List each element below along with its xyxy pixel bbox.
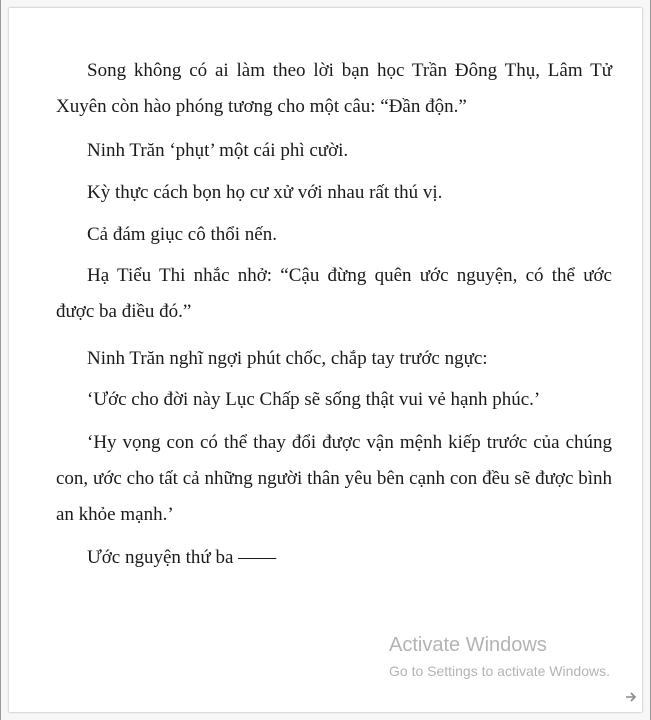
paragraph-3: Kỳ thực cách bọn họ cư xử với nhau rất thú vị.	[87, 182, 443, 203]
paragraph-7: ‘Ước cho đời này Lục Chấp sẽ sống thật vui vẻ hạnh phúc.’	[87, 389, 541, 410]
activate-windows-watermark	[389, 632, 610, 680]
paragraph-8: ‘Hy vọng con có thể thay đổi được vận mệnh kiếp trước của chúng con, ước cho tất cả những người thân yêu bên cạnh con đều sẽ được bình an khỏe mạnh.’	[56, 432, 612, 525]
paragraph-4: Cả đám giục cô thổi nến.	[87, 224, 277, 245]
watermark-title: Activate Windows	[389, 634, 547, 656]
paragraph-5: Hạ Tiểu Thi nhắc nhở: “Cậu đừng quên ước nguyện, có thể ước được ba điều đó.”	[56, 265, 612, 322]
watermark-subtitle: Go to Settings to activate Windows.	[389, 663, 610, 679]
paragraph-6: Ninh Trăn nghĩ ngợi phút chốc, chắp tay trước ngực:	[87, 348, 488, 369]
document-page	[9, 8, 642, 712]
cursor-arrow-icon	[625, 690, 639, 704]
paragraph-1: Song không có ai làm theo lời bạn học Trần Đông Thụ, Lâm Tử Xuyên còn hào phóng tương cho một câu: “Đần độn.”	[56, 60, 612, 117]
paragraph-2: Ninh Trăn ‘phụt’ một cái phì cười.	[87, 140, 349, 161]
paragraph-9: Ước nguyện thứ ba ——	[87, 547, 277, 568]
